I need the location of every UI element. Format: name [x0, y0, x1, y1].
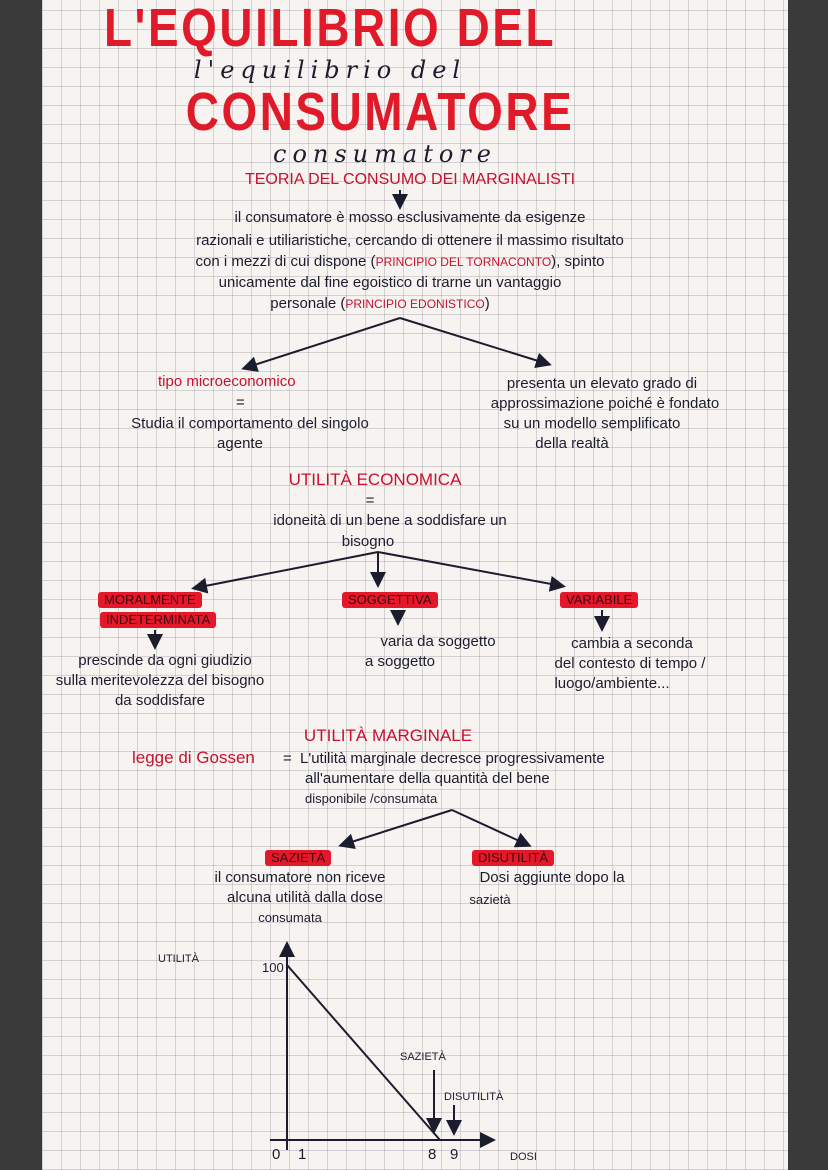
label-moralmente: MORALMENTE	[98, 592, 202, 608]
principio-tornaconto: PRINCIPIO DEL TORNACONTO	[375, 255, 552, 269]
sazieta-line3: consumata	[258, 910, 322, 925]
graph-xlabel: DOSI	[510, 1151, 537, 1163]
section1-heading: TEORIA DEL CONSUMO DEI MARGINALISTI	[244, 171, 576, 188]
title-line1: L'EQUILIBRIO DEL	[103, 0, 557, 58]
section1-line5-pre: personale (	[270, 295, 346, 312]
section3-eq: =	[283, 750, 292, 767]
left-body-1: Studia il comportamento del singolo	[131, 415, 369, 432]
right-body-1: presenta un elevato grado di	[506, 375, 698, 392]
section3-line2: all'aumentare della quantità del bene	[305, 770, 550, 787]
section1-line2: razionali e utiliaristiche, cercando di ottenere il massimo risultato	[196, 232, 624, 249]
branch2-line2: a soggetto	[364, 653, 436, 670]
x-tick-1: 1	[298, 1146, 307, 1163]
title-line1-script: l'equilibrio del	[193, 56, 467, 84]
arrow-left	[342, 810, 452, 845]
disutilita-line2: sazietà	[469, 892, 511, 907]
sazieta-line1: il consumatore non riceve	[214, 869, 386, 886]
section3-line1: L'utilità marginale decresce progressivamente	[300, 750, 605, 767]
left-eq: =	[236, 394, 245, 411]
arrow-right	[400, 318, 548, 364]
graph-ymax: 100	[262, 960, 284, 975]
branch1-line3: da soddisfare	[114, 692, 206, 709]
label-disutilita: DISUTILITÀ	[472, 850, 554, 866]
section2-line2: bisogno	[341, 533, 395, 550]
section1-line1: il consumatore è mosso esclusivamente da esigenze	[234, 209, 586, 226]
left-title: tipo microeconomico	[158, 373, 296, 390]
arrow-left	[195, 552, 378, 588]
label-indeterminata: INDETERMINATA	[100, 612, 216, 628]
principio-edonistico: PRINCIPIO EDONISTICO	[345, 297, 485, 311]
branch3-line1: cambia a seconda	[571, 635, 693, 652]
x-tick-0: 0	[272, 1146, 281, 1163]
label-variabile: VARIABILE	[560, 592, 638, 608]
graph-ylabel: UTILITÀ	[158, 953, 199, 965]
section3-line3: disponibile /consumata	[305, 791, 438, 806]
graph-sazieta-label: SAZIETÀ	[400, 1051, 446, 1063]
title-line2: CONSUMATORE	[185, 82, 575, 142]
branch1-line1: prescinde da ogni giudizio	[78, 652, 252, 669]
x-tick-9: 9	[450, 1146, 459, 1163]
branch3-line3: luogo/ambiente...	[554, 675, 670, 692]
section2-eq: =	[365, 492, 375, 509]
legge-di-gossen: legge di Gossen	[132, 748, 255, 767]
section2-heading: UTILITÀ ECONOMICA	[288, 470, 462, 489]
sazieta-line2: alcuna utilità dalla dose	[227, 889, 383, 906]
section1-line4: unicamente dal fine egoistico di trarne un vantaggio	[218, 274, 562, 291]
section2-line1: idoneità di un bene a soddisfare un	[273, 512, 507, 529]
section1-line3-post: ), spinto	[551, 253, 605, 270]
section3-heading: UTILITÀ MARGINALE	[303, 726, 473, 745]
title-line2-script: consumatore	[273, 140, 497, 168]
branch2-line1: varia da soggetto	[380, 633, 496, 650]
right-body-3: su un modello semplificato	[503, 415, 681, 432]
graph-disutilita-label: DISUTILITÀ	[444, 1091, 504, 1103]
arrow-left	[245, 318, 400, 368]
label-soggettiva: SOGGETTIVA	[342, 592, 438, 608]
right-body-4: della realtà	[535, 435, 609, 452]
left-body-2: agente	[217, 435, 263, 452]
section1-line3-pre: con i mezzi di cui dispone (	[195, 253, 376, 270]
branch3-line2: del contesto di tempo /	[554, 655, 706, 672]
branch1-line2: sulla meritevolezza del bisogno	[55, 672, 265, 689]
disutilita-line1: Dosi aggiunte dopo la	[479, 869, 625, 886]
label-sazieta: SAZIETÀ	[265, 850, 331, 866]
right-body-2: approssimazione poiché è fondato	[490, 395, 720, 412]
arrow-right	[452, 810, 528, 845]
section1-line5-post: )	[484, 295, 490, 312]
arrow-right	[378, 552, 562, 586]
x-tick-8: 8	[428, 1146, 437, 1163]
